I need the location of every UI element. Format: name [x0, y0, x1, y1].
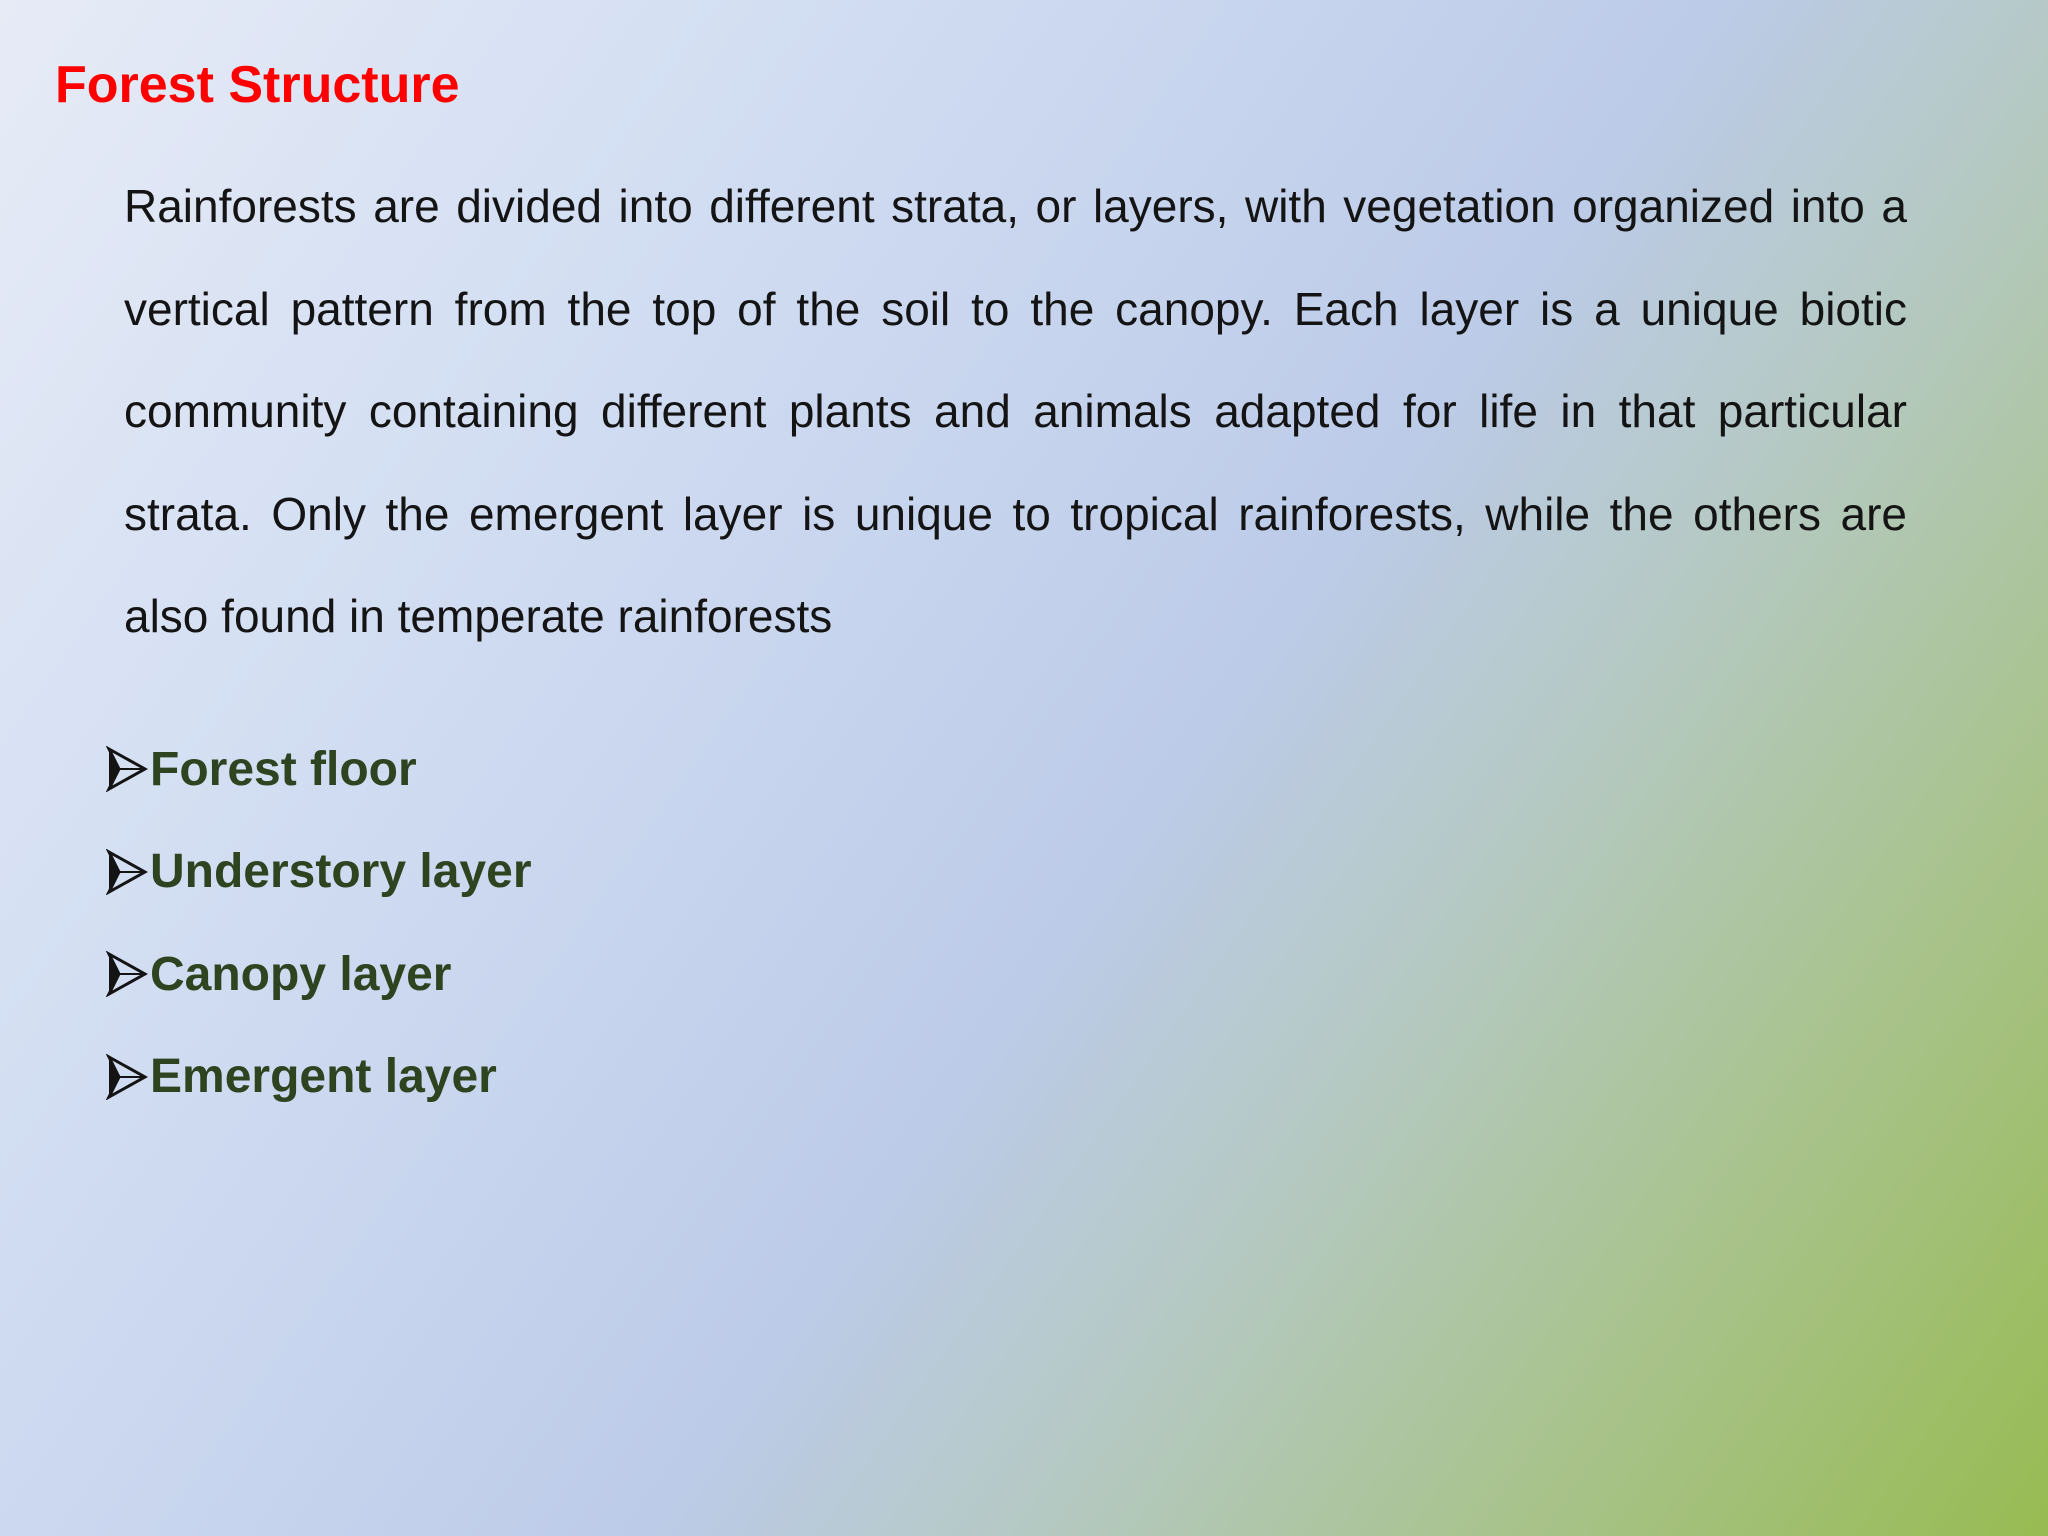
list-item	[106, 718, 532, 821]
bullet-label: Emergent layer	[150, 1050, 497, 1104]
list-item	[106, 1026, 532, 1129]
bullet-label: Canopy layer	[150, 947, 452, 1001]
arrow-bullet-icon	[106, 849, 148, 895]
arrow-bullet-icon	[106, 951, 148, 997]
bullet-label: Forest floor	[150, 742, 417, 796]
slide-title: Forest Structure	[55, 56, 460, 114]
body-paragraph: Rainforests are divided into different strata, or layers, with vegetation organized into a vertical pattern from the top of the soil to the canopy. Each layer is a unique biotic community containing different plants and animals adapted for life in that particular strata. Only the emergent layer is unique to tropical rainforests, while the others are also found in temperate rainforests	[124, 180, 1907, 642]
arrow-bullet-icon	[106, 1054, 148, 1100]
arrow-bullet-icon	[106, 746, 148, 792]
list-item	[106, 821, 532, 924]
bullet-list	[106, 718, 532, 1128]
bullet-label: Understory layer	[150, 845, 532, 899]
list-item	[106, 923, 532, 1026]
